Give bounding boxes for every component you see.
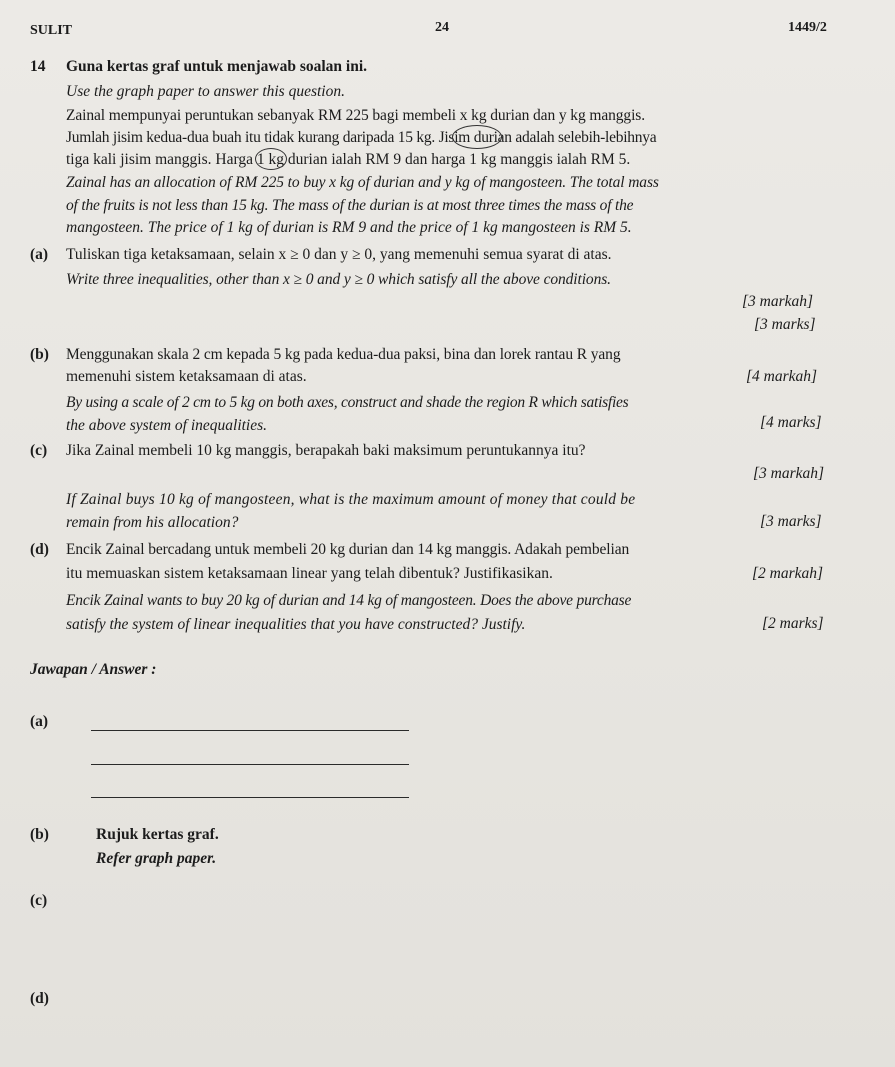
answer-c-label: (c) [30,892,48,909]
stem-malay-line-3: tiga kali jisim manggis. Harga 1 kg durian ialah RM 9 dan harga 1 kg manggis ialah RM 5. [66,151,631,168]
stem-malay-line-1: Zainal mempunyai peruntukan sebanyak RM 225 bagi membeli x kg durian dan y kg manggis. [66,107,645,124]
stem-english-line-1: Zainal has an allocation of RM 225 to buy x kg of durian and y kg of mangosteen. The total mass [66,174,659,191]
instruction-english: Use the graph paper to answer this question. [66,83,345,100]
part-d-malay-line-2: itu memuaskan sistem ketaksamaan linear yang telah dibentuk? Justifikasikan. [66,565,553,582]
part-d-english-line-1: Encik Zainal wants to buy 20 kg of durian and 14 kg of mangosteen. Does the above purchase [66,592,632,609]
part-a-marks-malay: [3 markah] [742,293,814,310]
part-b-malay-line-2: memenuhi sistem ketaksamaan di atas. [66,368,307,385]
question-number: 14 [30,58,46,75]
stem-malay-line-2: Jumlah jisim kedua-dua buah itu tidak kurang daripada 15 kg. Jisim durian adalah selebih-lebihnya [66,129,657,146]
part-a-label: (a) [30,246,49,263]
part-d-label: (d) [30,541,49,558]
part-c-marks-malay: [3 markah] [753,465,825,482]
part-a-marks-english: [3 marks] [754,316,816,333]
answer-a-line-1 [91,730,409,731]
part-b-marks-english: [4 marks] [760,414,822,431]
header-sulit: SULIT [30,23,73,38]
answer-a-label: (a) [30,713,49,730]
part-c-marks-english: [3 marks] [760,513,822,530]
part-c-english-line-1: If Zainal buys 10 kg of mangosteen, what is the maximum amount of money that could be [66,491,636,508]
part-b-marks-malay: [4 markah] [746,368,818,385]
answer-b-english: Refer graph paper. [96,850,217,867]
answer-b-malay: Rujuk kertas graf. [96,826,219,843]
answer-b-label: (b) [30,826,49,843]
answer-heading: Jawapan / Answer : [30,661,157,678]
answer-d-label: (d) [30,990,49,1007]
instruction-malay: Guna kertas graf untuk menjawab soalan ini. [66,58,368,75]
answer-a-line-2 [91,764,409,765]
part-d-marks-english: [2 marks] [762,615,824,632]
part-c-malay: Jika Zainal membeli 10 kg manggis, berapakah baki maksimum peruntukannya itu? [66,442,586,459]
part-d-malay-line-1: Encik Zainal bercadang untuk membeli 20 kg durian dan 14 kg manggis. Adakah pembelian [66,541,630,558]
part-a-malay: Tuliskan tiga ketaksamaan, selain x ≥ 0 dan y ≥ 0, yang memenuhi semua syarat di atas. [66,246,612,263]
part-d-english-line-2: satisfy the system of linear inequalities that you have constructed? Justify. [66,616,526,633]
answer-a-line-3 [91,797,409,798]
header-paper-code: 1449/2 [788,20,827,35]
part-d-marks-malay: [2 markah] [752,565,824,582]
part-a-english: Write three inequalities, other than x ≥ 0 and y ≥ 0 which satisfy all the above conditions. [66,271,611,288]
part-b-malay-line-1: Menggunakan skala 2 cm kepada 5 kg pada kedua-dua paksi, bina dan lorek rantau R yang [66,346,621,363]
part-b-english-line-2: the above system of inequalities. [66,417,268,434]
stem-english-line-3: mangosteen. The price of 1 kg of durian is RM 9 and the price of 1 kg mangosteen is RM 5. [66,219,632,236]
part-b-label: (b) [30,346,49,363]
circle-mark-15kg [452,125,502,149]
part-c-english-line-2: remain from his allocation? [66,514,239,531]
stem-english-line-2: of the fruits is not less than 15 kg. The mass of the durian is at most three times the mass of the [66,197,634,214]
circle-mark-1kg [255,148,287,170]
part-c-label: (c) [30,442,48,459]
part-b-english-line-1: By using a scale of 2 cm to 5 kg on both axes, construct and shade the region R which satisfies [66,394,629,411]
header-page-number: 24 [435,20,449,35]
